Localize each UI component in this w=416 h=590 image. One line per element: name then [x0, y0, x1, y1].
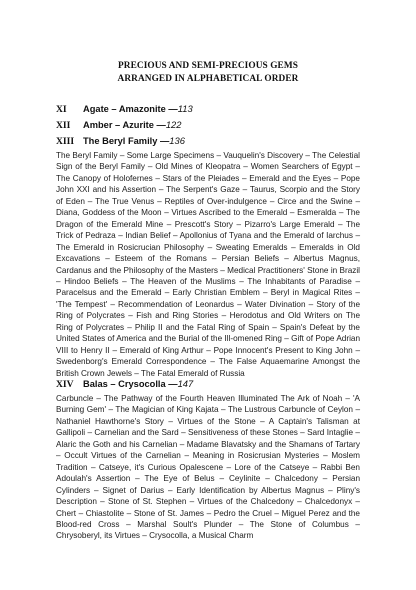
chapter-page-number: 136: [169, 135, 185, 146]
page-heading-line-2: ARRANGED IN ALPHABETICAL ORDER: [117, 74, 299, 84]
chapter-description-xiv: Carbuncle – The Pathway of the Fourth Heaven Illuminated The Ark of Noah – 'A Burning Gem' – The Magician of King Kajata – The Lustrous Carbuncle of Ceylon – Nathaniel Hawthorne's Story – Virtues of the Stone – A Captain's Talisman at Gallipoli – Carnelian and the Sard – Sensitiveness of these Stones – Sard Intaglie – Alaric the Goth and his Carnelian – Madame Blavatsky and the Shamans of Tartary – Occult Virtues of the Carnelian – Meaning in Rosicrusian Mysteries – Moslem Tradition – Catseye, it's Curious Opalescene – Lore of the Catseye – Rabbi Ben Adoulah's Assertion – The Eye of Belus – Ceylinite – Chalcedony – Persian Cylinders – Signet of Darius – Early Identification by Albertus Magnus – Pliny's Description – Stone of St. Stephen – Virtues of the Chalcedony – Chalcedonyx – Chert – Chiastolite – Stone of St. James – Pedro the Cruel – Miguel Perez and the Blood-red Cross – Marshal Soult's Plunder – The Stone of Columbus – Chrysoberyl, its Virtues – Crysocolla, a Musical Charm: [56, 394, 360, 541]
chapter-numeral: XII: [56, 120, 71, 131]
chapter-page-number: 122: [165, 119, 182, 130]
chapter-entry-xi[interactable]: [56, 103, 193, 115]
chapter-entry-xiv[interactable]: [56, 378, 193, 390]
chapter-entry-xiii[interactable]: [56, 135, 185, 147]
chapter-title: Balas – Crysocolla —: [83, 379, 178, 389]
chapter-numeral: XI: [56, 104, 67, 115]
chapter-numeral: XIII: [56, 136, 75, 147]
chapter-title: The Beryl Family —: [83, 136, 170, 146]
chapter-page-number: 147: [177, 378, 194, 389]
page-heading-line-1: PRECIOUS AND SEMI-PRECIOUS GEMS: [117, 61, 299, 71]
chapter-entry-xii[interactable]: [56, 119, 181, 131]
chapter-description-xiii: The Beryl Family – Some Large Specimens – Vauquelin's Discovery – The Celestial Sign of the Beryl Family – Old Mines of Kleopatra – Women Searchers of Egypt – The Canopy of Holofernes – Stars of the Pleiades – Emerald and the Eyes – Pope John XXI and his Assertion – The Serpent's Gaze – Taurus, Scorpio and the Story of Eden – The True Venus – Reptiles of Over-indulgence – Circe and the Swine – Diana, Goddess of the Moon – Virtues Ascribed to the Emerald – Esmeralda – The Dragon of the Emerald Mine – Prescott's Story – Pizarro's Large Emerald – The Trick of Pedraza – Indian Belief – Apollonius of Tyana and the Emerald of Iarchus – The Emerald in Rosicrucian Philosophy – Sweating Emeralds – Emeralds in Old Excavations – Esteem of the Romans – Persian Beliefs – Albertus Magnus, Cardanus and the Philosophy of the Masters – Medical Practitioners' Stone in Brazil – Hindoo Beliefs – The Heaven of the Muslims – The Inhabitants of Paradise – Paracelsus and the Emerald – Early Christian Emblem – Beryl in Magical Rites – 'The Tempest' – Recommendation of Leonardus – Water Divination – Story of the Ring of Polycrates – Fish and Ring Stories – Herodotus and Old Writers on The Ring of Polycrates – Philip II and the Fatal Ring of Spain – Spain's Defeat by the United States of America and the Burial of the Ill-omened Ring – Gift of Pope Adrian VIII to Henry II – Emerald of King Arthur – Pope Innocent's Present to King John – Swedenborg's Emerald Correspondence – The False Aquaemarine Amongst the British Crown Jewels – The Fatal Emerald of Russia: [56, 151, 360, 378]
chapter-title: Amber – Azurite —: [83, 120, 166, 130]
chapter-page-number: 113: [177, 103, 193, 114]
chapter-title: Agate – Amazonite —: [83, 104, 178, 114]
chapter-numeral: XIV: [56, 379, 74, 390]
